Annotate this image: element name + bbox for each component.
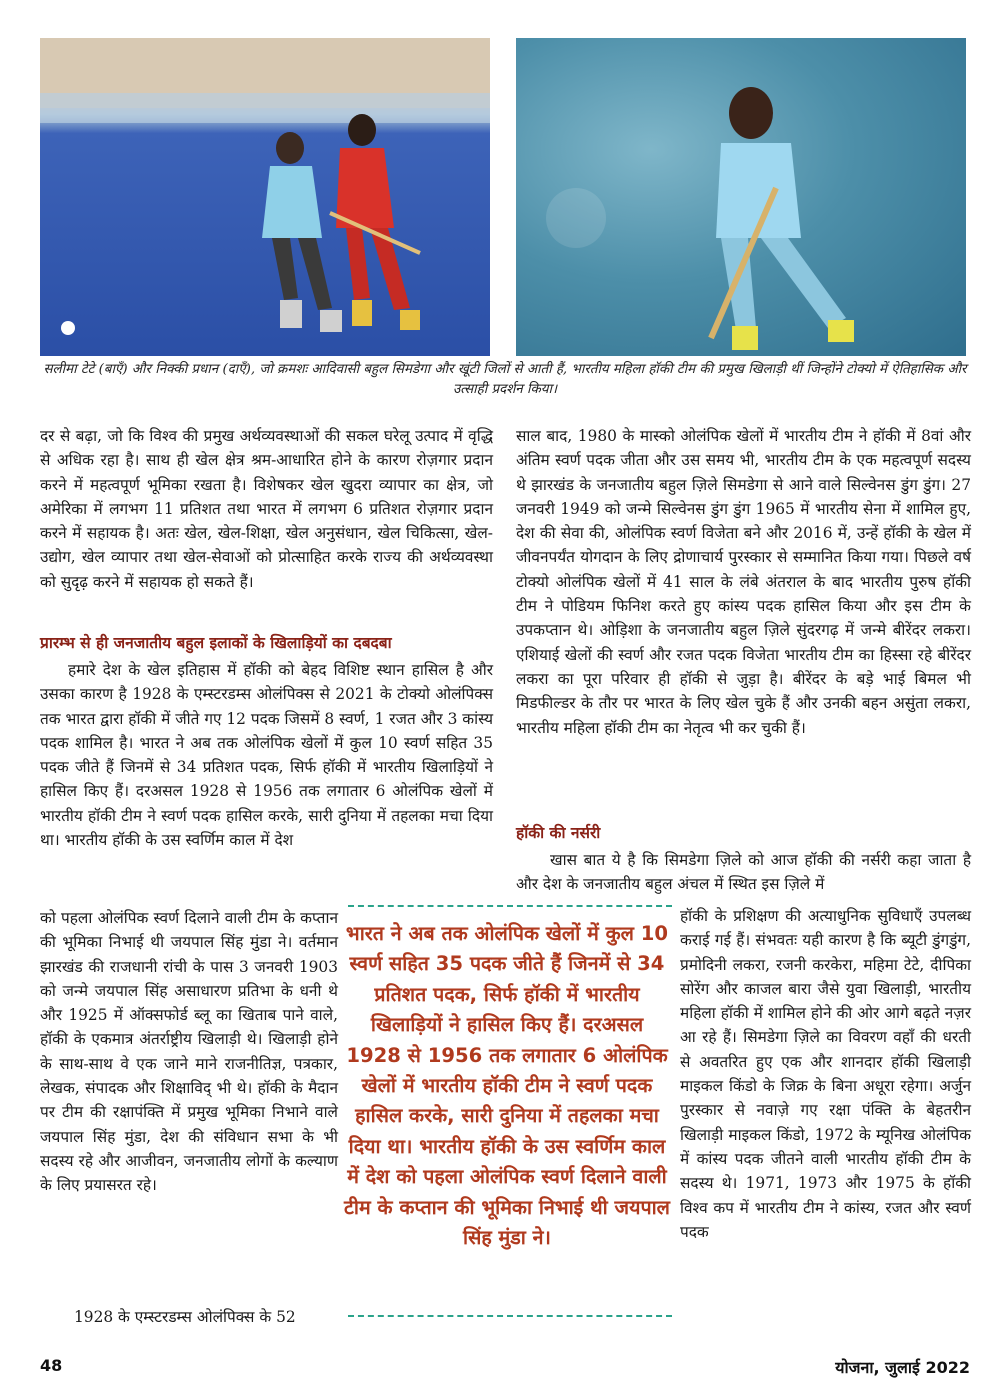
hockey-match-illustration — [40, 38, 490, 356]
pull-quote — [342, 897, 672, 1337]
photo-nikki-pradhan — [516, 38, 966, 356]
journal-issue: योजना, जुलाई 2022 — [835, 1358, 970, 1377]
pull-quote-text: भारत ने अब तक ओलंपिक खेलों में कुल 10 स्वर्ण सहित 35 पदक जीते हैं जिनमें से 34 प्रतिशत पदक, सिर्फ हॉकी में भारतीय खिलाड़ियों ने हासिल किए हैं। दरअसल 1928 से 1956 तक लगातार 6 ओलंपिक खेलों में भारतीय हॉकी टीम ने स्वर्ण पदक हासिल करके, सारी दुनिया में तहलका मचा दिया था। भारतीय हॉकी के उस स्वर्णिम काल में देश को पहला ओलंपिक स्वर्ण दिलाने वाली टीम के कप्तान की भूमिका निभाई थी जयपाल सिंह मुंडा ने। — [344, 922, 670, 1250]
photo-salima-tete — [40, 38, 490, 356]
section-heading: प्रारम्भ से ही जनजातीय बहुल इलाकों के खिलाड़ियों का दबदबा — [40, 634, 392, 652]
body-paragraph: हमारे देश के खेल इतिहास में हॉकी को बेहद विशिष्ट स्थान हासिल है और उसका कारण है 1928 के एम्स्टरडम्स ओलंपिक्स से 2021 के टोक्यो ओलंपिक्स तक भारत द्वारा हॉकी में जीते गए 12 पदक जिसमें 8 स्वर्ण, 1 रजत और 3 कांस्य पदक शामिल है। भारत ने अब तक ओलंपिक खेलों में कुल 10 स्वर्ण सहित 35 पदक जीते हैं जिनमें से 34 प्रतिशत पदक, सिर्फ हॉकी में भारतीय खिलाड़ियों ने हासिल किए हैं। दरअसल 1928 से 1956 तक लगातार 6 ओलंपिक खेलों में भारतीय हॉकी टीम ने स्वर्ण पदक हासिल करके, सारी दुनिया में तहलका मचा दिया था। भारतीय हॉकी के उस स्वर्णिम काल में देश — [40, 661, 493, 850]
photo-caption: सलीमा टेटे (बाएँ) और निक्की प्रधान (दाएँ), जो क्रमशः आदिवासी बहुल सिमडेगा और खूंटी जिलों से आती हैं, भारतीय महिला हॉकी टीम की प्रमुख खिलाड़ी थीं जिन्होंने टोक्यो में ऐतिहासिक और उत्साही प्रदर्शन किया। — [43, 362, 967, 397]
body-paragraph: दर से बढ़ा, जो कि विश्व की प्रमुख अर्थव्यवस्थाओं की सकल घरेलू उत्पाद में वृद्धि से अधिक रहा है। साथ ही खेल क्षेत्र श्रम-आधारित होने के कारण रोज़गार प्रदान करने में महत्वपूर्ण भूमिका रखता है। विशेषकर खेल खुदरा व्यापार का क्षेत्र, जो अमेरिका में लगभग 11 प्रतिशत तथा भारत में लगभग 6 प्रतिशत रोज़गार प्रदान करने में सहायक है। अतः खेल, खेल-शिक्षा, खेल अनुसंधान, खेल चिकित्सा, खेल-उद्योग, खेल व्यापार तथा खेल-सेवाओं को प्रोत्साहित करके राज्य की अर्थव्यवस्था को सुदृढ़ करने में सहायक हो सकते हैं। — [40, 427, 493, 591]
body-paragraph: साल बाद, 1980 के मास्को ओलंपिक खेलों में भारतीय टीम ने हॉकी में 8वां और अंतिम स्वर्ण पदक जीता और उस समय भी, भारतीय टीम के एक महत्वपूर्ण सदस्य थे झारखंड के जनजातीय बहुल ज़िले सिमडेगा से आने वाले सिल्वेनस डुंग डुंग। 27 जनवरी 1949 को जन्मे सिल्वेनस डुंग डुंग 1965 में भारतीय सेना में शामिल हुए, देश की सेवा की, ओलंपिक स्वर्ण विजेता बने और 2016 में, उन्हें हॉकी के खेल में जीवनपर्यंत योगदान के लिए द्रोणाचार्य पुरस्कार से सम्मानित किया गया। पिछले वर्ष टोक्यो ओलंपिक खेलों में 41 साल के लंबे अंतराल के बाद भारतीय पुरुष हॉकी टीम ने पोडियम फिनिश करते हुए कांस्य पदक हासिल किया और इस टीम के उपकप्तान थे। ओड़िशा के जनजातीय बहुल ज़िले सुंदरगढ़ में जन्मे बीरेंदर लकरा। एशियाई खेलों की स्वर्ण और रजत पदक विजेता भारतीय टीम का हिस्सा रहे बीरेंदर लकरा का पूरा परिवार ही हॉकी से जुड़ा है। बीरेंदर के बड़े भाई बिमल भी मिडफील्डर के तौर पर भारत के लिए खेल चुके हैं और उनकी बहन असुंता लकरा, भारतीय महिला हॉकी टीम का नेतृत्व भी कर चुकी हैं। — [516, 427, 971, 737]
pull-quote-rule-top — [348, 905, 672, 907]
body-paragraph: हॉकी के प्रशिक्षण की अत्याधुनिक सुविधाएँ उपलब्ध कराई गई हैं। संभवतः यही कारण है कि ब्यूटी डुंगडुंग, प्रमोदिनी लकरा, रजनी करकेरा, महिमा टेटे, दीपिका सोरेंग और काजल बारा जैसे युवा खिलाड़ी, भारतीय महिला हॉकी में शामिल होने की ओर आगे बढ़ते नज़र आ रहे हैं। सिमडेगा ज़िले का विवरण वहाँ की धरती से अवतरित हुए एक और शानदार हॉकी खिलाड़ी माइकल किंडो के जिक्र के बिना अधूरा रहेगा। अर्जुन पुरस्कार से नवाज़े गए रक्षा पंक्ति के बेहतरीन खिलाड़ी माइकल किंडो, 1972 के म्यूनिख ओलंपिक में कांस्य पदक जीतने वाली भारतीय हॉकी टीम के सदस्य थे। 1971, 1973 और 1975 के हॉकी विश्व कप में भारतीय टीम ने कांस्य, रजत और स्वर्ण पदक — [680, 907, 971, 1241]
hockey-player-illustration — [516, 38, 966, 356]
body-paragraph: 1928 के एम्स्टरडम्स ओलंपिक्स के 52 — [74, 1308, 296, 1326]
body-paragraph: खास बात ये है कि सिमडेगा ज़िले को आज हॉकी की नर्सरी कहा जाता है और देश के जनजातीय बहुल अंचल में स्थित इस ज़िले में — [516, 851, 971, 894]
pull-quote-rule-bottom — [348, 1315, 672, 1317]
section-heading: हॉकी की नर्सरी — [516, 824, 601, 842]
page-number: 48 — [40, 1356, 63, 1375]
body-paragraph: को पहला ओलंपिक स्वर्ण दिलाने वाली टीम के कप्तान की भूमिका निभाई थी जयपाल सिंह मुंडा ने। वर्तमान झारखंड की राजधानी रांची के पास 3 जनवरी 1903 को जन्मे जयपाल सिंह असाधारण प्रतिभा के धनी थे और 1925 में ऑक्सफोर्ड ब्लू का खिताब पाने वाले, हॉकी के एकमात्र अंतर्राष्ट्रीय खिलाड़ी थे। खिलाड़ी होने के साथ-साथ वे एक जाने माने राजनीतिज्ञ, पत्रकार, लेखक, संपादक और शिक्षाविद् भी थे। हॉकी के मैदान पर टीम की रक्षापंक्ति में प्रमुख भूमिका निभाने वाले जयपाल सिंह मुंडा, देश की संविधान सभा के भी सदस्य रहे और आजीवन, जनजातीय लोगों के कल्याण के लिए प्रयासरत रहे। — [40, 909, 338, 1195]
